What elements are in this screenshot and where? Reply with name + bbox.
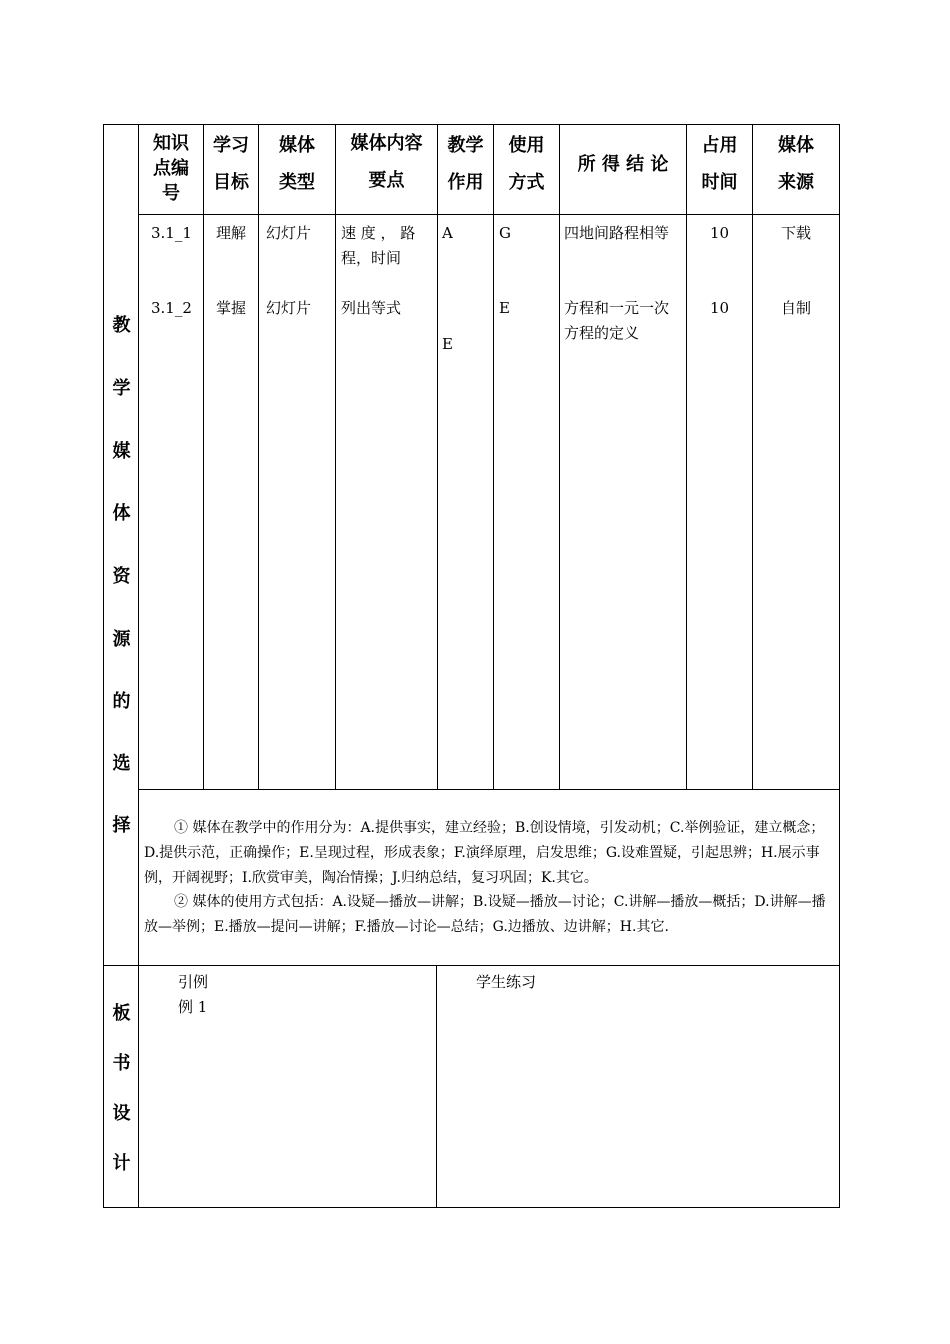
header-line: 目标 — [213, 172, 249, 193]
media-title-char: 学 — [112, 378, 131, 399]
header-line: 使用 — [508, 135, 545, 156]
row1-usage: G — [499, 224, 511, 242]
board-title-char: 书 — [112, 1053, 131, 1074]
media-title-char: 的 — [112, 691, 131, 712]
row2-time: 10 — [709, 299, 730, 317]
header-line: 知识 — [153, 133, 189, 154]
board-left-line2: 例 1 — [178, 998, 208, 1016]
divider-title-column — [138, 125, 139, 1208]
header-line: 作用 — [447, 172, 484, 193]
header-line: 方式 — [508, 172, 545, 193]
board-title-char: 计 — [112, 1153, 131, 1174]
media-title-char: 媒 — [112, 441, 131, 462]
header-line: 媒体 — [279, 135, 315, 156]
divider-board-columns — [436, 965, 437, 1208]
header-conclusion — [560, 146, 686, 183]
row2-role: E — [442, 335, 453, 353]
media-title-char: 源 — [112, 629, 131, 650]
media-title-char: 择 — [112, 815, 131, 836]
divider-notes-row — [138, 789, 839, 790]
header-goal — [204, 127, 258, 201]
row2-conclusion-line1: 方程和一元一次 — [564, 299, 670, 317]
row1-source: 下载 — [780, 224, 811, 242]
row2-source: 自制 — [780, 299, 811, 317]
row1-goal: 理解 — [215, 224, 246, 242]
row2-goal: 掌握 — [215, 299, 246, 317]
media-title-char: 体 — [112, 503, 131, 524]
row2-content-line1: 列出等式 — [341, 299, 402, 317]
row1-time: 10 — [709, 224, 730, 242]
header-usage — [494, 127, 559, 201]
header-line: 教学 — [447, 135, 484, 156]
header-line: 媒体 — [778, 135, 814, 156]
media-title-char: 教 — [112, 315, 131, 336]
header-line: 点编 — [153, 158, 189, 179]
board-title-char: 板 — [112, 1003, 131, 1024]
header-media-type — [259, 127, 335, 201]
header-teaching-role — [438, 127, 493, 201]
row2-conclusion-line2: 方程的定义 — [564, 324, 640, 342]
header-source — [753, 127, 839, 201]
divider-col-2 — [258, 125, 259, 790]
header-content-points — [336, 125, 437, 199]
header-line: 学习 — [213, 135, 249, 156]
header-line: 号 — [162, 183, 180, 204]
board-right-line1: 学生练习 — [476, 973, 537, 991]
row2-id: 3.1_2 — [151, 299, 192, 317]
note-teaching-roles: ① 媒体在教学中的作用分为：A.提供事实，建立经验；B.创设情境，引发动机；C.举例验证，建立概念；D.提供示范，正确操作；E.呈现过程，形成表象；F.演绎原理，启发思维；G.设难置疑，引起思辨；H.展示事例，开阔视野；I.欣赏审美，陶冶情操；J.归纳总结，复习巩固；K.其它。 — [144, 820, 825, 886]
header-line: 所 得 结 论 — [577, 154, 669, 175]
divider-col-6 — [559, 125, 560, 790]
media-title-char: 资 — [112, 566, 131, 587]
divider-col-3 — [335, 125, 336, 790]
header-time — [687, 127, 752, 201]
header-line: 类型 — [279, 172, 315, 193]
header-line: 要点 — [368, 170, 405, 191]
divider-col-5 — [493, 125, 494, 790]
board-left-line1: 引例 — [178, 973, 209, 991]
row1-conclusion-line1: 四地间路程相等 — [564, 224, 670, 242]
lesson-plan-table — [103, 124, 840, 1208]
row1-id: 3.1_1 — [151, 224, 192, 242]
divider-col-4 — [437, 125, 438, 790]
row1-role: A — [442, 224, 453, 242]
row1-content-line1: 速 度 ， 路 — [341, 224, 416, 242]
media-title-char: 选 — [112, 753, 131, 774]
board-title-char: 设 — [112, 1103, 131, 1124]
row2-media-type: 幻灯片 — [266, 299, 312, 317]
row1-content-line2: 程，时间 — [341, 249, 402, 267]
row1-media-type: 幻灯片 — [266, 224, 312, 242]
header-line: 媒体内容 — [350, 133, 423, 154]
header-knowledge-id — [139, 131, 203, 206]
row2-usage: E — [499, 299, 510, 317]
note-usage-methods: ② 媒体的使用方式包括：A.设疑—播放—讲解；B.设疑—播放—讨论；C.讲解—播放—概括；D.讲解—播放—举例；E.播放—提问—讲解；F.播放—讨论—总结；G.边播放、边讲解；H.其它. — [144, 894, 826, 935]
divider-header-row — [138, 214, 839, 215]
header-line: 时间 — [701, 172, 738, 193]
header-line: 占用 — [701, 135, 738, 156]
header-line: 来源 — [778, 172, 814, 193]
divider-board-section — [104, 965, 839, 966]
